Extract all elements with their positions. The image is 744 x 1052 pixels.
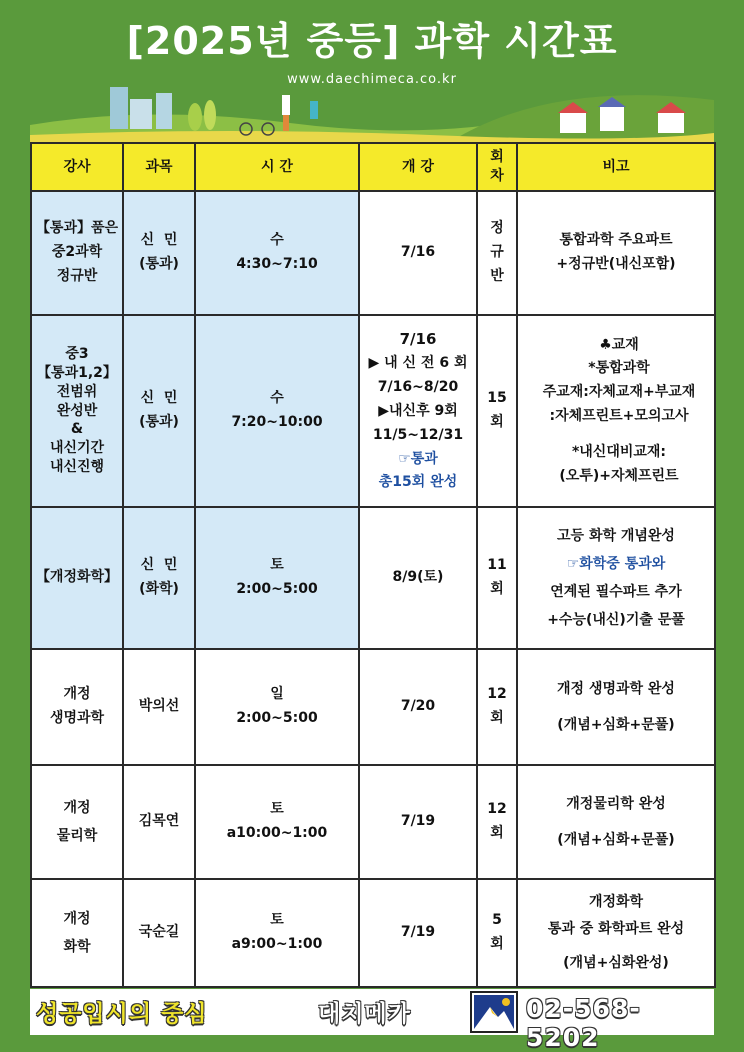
course-line: 【개정화학】 (35, 569, 119, 586)
course-cell (31, 315, 123, 507)
open-line: 총15회 완성 (378, 474, 458, 491)
session-line: 반 (490, 267, 504, 284)
session-line: 12 (487, 801, 507, 818)
time-cell (195, 879, 359, 987)
table-row (31, 191, 715, 315)
session-line: 회 (490, 710, 504, 726)
course-line: 개정 (63, 800, 91, 816)
time-range: 7:20~10:00 (231, 414, 323, 430)
open-line: ☞통과 (398, 450, 438, 467)
course-cell (31, 507, 123, 649)
session-cell (477, 315, 517, 507)
time-range: a10:00~1:00 (226, 825, 328, 841)
table-row (31, 315, 715, 507)
teacher-line: 국순길 (138, 924, 180, 941)
note-line: *통합과학 (588, 360, 650, 377)
open-cell (359, 507, 477, 649)
table-row (31, 765, 715, 879)
session-cell (477, 649, 517, 765)
note-cell (517, 315, 715, 507)
open-line: 7/16~8/20 (377, 379, 459, 396)
header (0, 0, 744, 142)
note-line: :자체프린트+모의고사 (549, 408, 689, 424)
session-line: 회 (490, 936, 504, 952)
course-cell (31, 765, 123, 879)
landscape-illustration (30, 85, 714, 142)
note-line (524, 429, 714, 441)
header-row (31, 143, 715, 191)
page-title: [2025년 중등] 과학 시간표 (126, 19, 618, 63)
note-line: 개정 생명과학 완성 (557, 680, 675, 697)
time-cell (195, 507, 359, 649)
footer-banner (30, 989, 714, 1052)
course-line: 화학 (63, 939, 91, 955)
note-line: 개정물리학 완성 (566, 795, 666, 812)
time-day: 토 (270, 557, 284, 574)
course-line: 완성반 (56, 402, 98, 419)
teacher-line: 김목연 (138, 813, 180, 830)
course-cell (31, 879, 123, 987)
teacher-cell (123, 765, 195, 879)
note-line: ☞화학중 통과와 (566, 556, 666, 572)
teacher-cell (123, 879, 195, 987)
session-line: 규 (490, 244, 504, 261)
note-header: 비고 (517, 143, 715, 191)
course-line: 개정 (63, 686, 91, 703)
time-cell (195, 315, 359, 507)
time-day: 토 (270, 912, 284, 929)
note-line: ♣교재 (599, 336, 639, 353)
open-date: 7/19 (400, 924, 436, 941)
session-header (477, 143, 517, 191)
note-line: 고등 화학 개념완성 (557, 528, 675, 544)
note-line: *내신대비교재: (571, 443, 667, 460)
session-header-line: 차 (490, 168, 504, 184)
session-cell (477, 879, 517, 987)
brand-name: 대치메카 (318, 1001, 411, 1027)
teacher-line: 신 민 (140, 232, 178, 249)
open-date: 7/20 (400, 698, 436, 715)
time-cell (195, 765, 359, 879)
session-line: 회 (490, 825, 504, 841)
table-row (31, 507, 715, 649)
open-date: 8/9(토) (392, 569, 444, 586)
course-line: 생명과학 (49, 710, 105, 726)
note-line: 개정화학 (588, 894, 644, 911)
note-line: 주교재:자체교재+부교재 (542, 384, 696, 401)
open-date: 7/16 (400, 244, 436, 261)
time-day: 수 (270, 390, 284, 407)
teacher-cell (123, 649, 195, 765)
note-cell (517, 649, 715, 765)
time-range: 4:30~7:10 (236, 256, 318, 272)
session-cell (477, 191, 517, 315)
teacher-cell (123, 315, 195, 507)
time-cell (195, 191, 359, 315)
open-cell (359, 191, 477, 315)
mountain-logo-icon (470, 991, 518, 1033)
slogan-text: 성공입시의 중심 (36, 1001, 208, 1027)
session-cell (477, 765, 517, 879)
website-url[interactable]: www.daechimeca.co.kr (287, 72, 457, 87)
time-cell (195, 649, 359, 765)
course-line: 중2과학 (51, 244, 103, 261)
time-day: 수 (270, 232, 284, 249)
open-line: ▶ 내 신 전 6 회 (368, 355, 468, 372)
open-cell (359, 765, 477, 879)
teacher-line: 신 민 (140, 390, 178, 407)
time-day: 일 (270, 686, 284, 703)
course-line: 개정 (63, 911, 91, 927)
phone-number[interactable]: 02-568-5202 (526, 994, 641, 1052)
time-header: 시 간 (195, 143, 359, 191)
note-line: (개념+심화완성) (563, 955, 669, 972)
note-cell (517, 879, 715, 987)
course-line: 중3 (65, 345, 89, 362)
note-line: 통과 중 화학파트 완성 (547, 920, 685, 937)
open-date: 7/16 (399, 329, 437, 348)
open-header: 개 강 (359, 143, 477, 191)
open-line: ▶내신후 9회 (378, 402, 458, 419)
teacher-line: (화학) (139, 581, 179, 597)
schedule-table (30, 142, 716, 988)
time-range: 2:00~5:00 (236, 710, 318, 726)
subject-header: 과목 (123, 143, 195, 191)
table-row (31, 649, 715, 765)
teacher-line: 박의선 (138, 698, 180, 715)
session-line: 11 (487, 557, 507, 574)
course-line: 정규반 (56, 267, 98, 284)
open-cell (359, 649, 477, 765)
course-cell (31, 191, 123, 315)
note-line: (개념+심화+문풀) (557, 832, 675, 848)
note-line: 연계된 필수파트 추가 (550, 584, 682, 600)
note-cell (517, 507, 715, 649)
table-row (31, 879, 715, 987)
session-line: 5 (492, 912, 502, 929)
time-day: 토 (270, 801, 284, 818)
teacher-line: (통과) (139, 414, 179, 430)
open-date: 7/19 (400, 813, 436, 830)
teacher-header: 강사 (31, 143, 123, 191)
session-line: 회 (490, 414, 504, 430)
teacher-cell (123, 507, 195, 649)
time-range: 2:00~5:00 (236, 581, 318, 597)
course-line: 물리학 (56, 828, 98, 844)
session-cell (477, 507, 517, 649)
session-header-line: 회 (490, 149, 504, 166)
course-line: 내신기간 (49, 440, 105, 457)
note-line: +정규반(내신포함) (556, 256, 676, 272)
course-line: 【통과】품은 (35, 220, 119, 237)
session-line: 회 (490, 581, 504, 597)
course-line: 전범위 (56, 383, 98, 400)
course-cell (31, 649, 123, 765)
time-range: a9:00~1:00 (231, 936, 323, 952)
note-cell (517, 765, 715, 879)
session-line: 12 (487, 686, 507, 703)
note-line: +수능(내신)기출 문풀 (547, 612, 685, 628)
session-line: 정 (490, 220, 504, 237)
teacher-line: (통과) (139, 256, 179, 272)
course-line: 내신진행 (49, 459, 105, 476)
session-line: 15 (487, 390, 507, 407)
teacher-line: 신 민 (140, 557, 178, 574)
open-cell (359, 315, 477, 507)
note-line: (오투)+자체프린트 (559, 467, 679, 484)
course-line: 【통과1,2】 (37, 364, 117, 381)
note-line: (개념+심화+문풀) (557, 717, 675, 733)
note-line: 통합과학 주요파트 (559, 232, 673, 249)
course-line: & (70, 421, 84, 438)
open-cell (359, 879, 477, 987)
open-line: 11/5~12/31 (372, 426, 464, 443)
note-cell (517, 191, 715, 315)
teacher-cell (123, 191, 195, 315)
